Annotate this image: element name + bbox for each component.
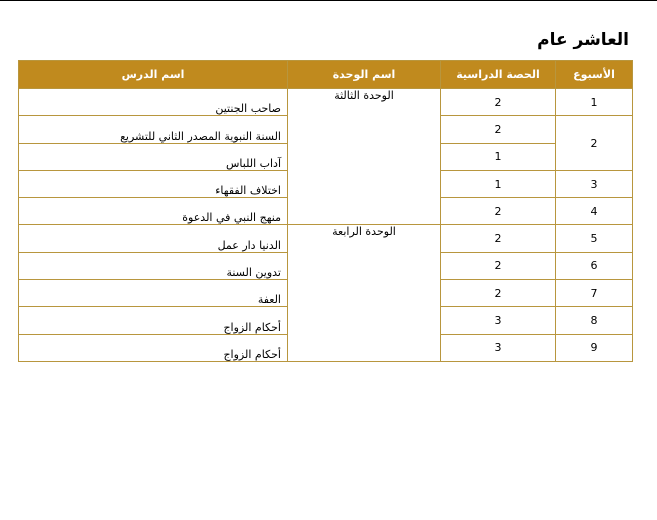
lesson-cell: تدوين السنة <box>19 252 288 279</box>
lesson-cell: آداب اللباس <box>19 143 288 170</box>
unit-cell-third: الوحدة الثالثة <box>288 89 441 225</box>
periods-cell: 3 <box>441 307 556 334</box>
week-cell: 2 <box>556 116 633 171</box>
lesson-cell: صاحب الجنتين <box>19 89 288 116</box>
periods-cell: 2 <box>441 89 556 116</box>
week-cell: 3 <box>556 170 633 197</box>
header-unit: اسم الوحدة <box>288 61 441 89</box>
lesson-cell: منهج النبي في الدعوة <box>19 198 288 225</box>
header-lesson: اسم الدرس <box>19 61 288 89</box>
lesson-cell: اختلاف الفقهاء <box>19 170 288 197</box>
periods-cell: 2 <box>441 252 556 279</box>
week-cell: 9 <box>556 334 633 361</box>
header-week: الأسبوع <box>556 61 633 89</box>
periods-cell: 2 <box>441 280 556 307</box>
lesson-cell: السنة النبوية المصدر الثاني للتشريع <box>19 116 288 143</box>
header-periods: الحصة الدراسية <box>441 61 556 89</box>
periods-cell: 1 <box>441 170 556 197</box>
table-row <box>19 225 633 252</box>
lesson-cell: أحكام الزواج <box>19 307 288 334</box>
lesson-cell: الدنيا دار عمل <box>19 225 288 252</box>
lesson-cell: العفة <box>19 280 288 307</box>
top-rule <box>0 0 657 1</box>
week-cell: 8 <box>556 307 633 334</box>
lesson-schedule-table <box>18 60 633 362</box>
week-cell: 1 <box>556 89 633 116</box>
document-title: العاشر عام <box>537 30 629 50</box>
table-row <box>19 89 633 116</box>
periods-cell: 2 <box>441 116 556 143</box>
periods-cell: 3 <box>441 334 556 361</box>
periods-cell: 1 <box>441 143 556 170</box>
unit-cell-fourth: الوحدة الرابعة <box>288 225 441 362</box>
periods-cell: 2 <box>441 225 556 252</box>
week-cell: 6 <box>556 252 633 279</box>
table-header-row <box>19 61 633 89</box>
periods-cell: 2 <box>441 198 556 225</box>
week-cell: 5 <box>556 225 633 252</box>
week-cell: 7 <box>556 280 633 307</box>
lesson-cell: أحكام الزواج <box>19 334 288 361</box>
week-cell: 4 <box>556 198 633 225</box>
